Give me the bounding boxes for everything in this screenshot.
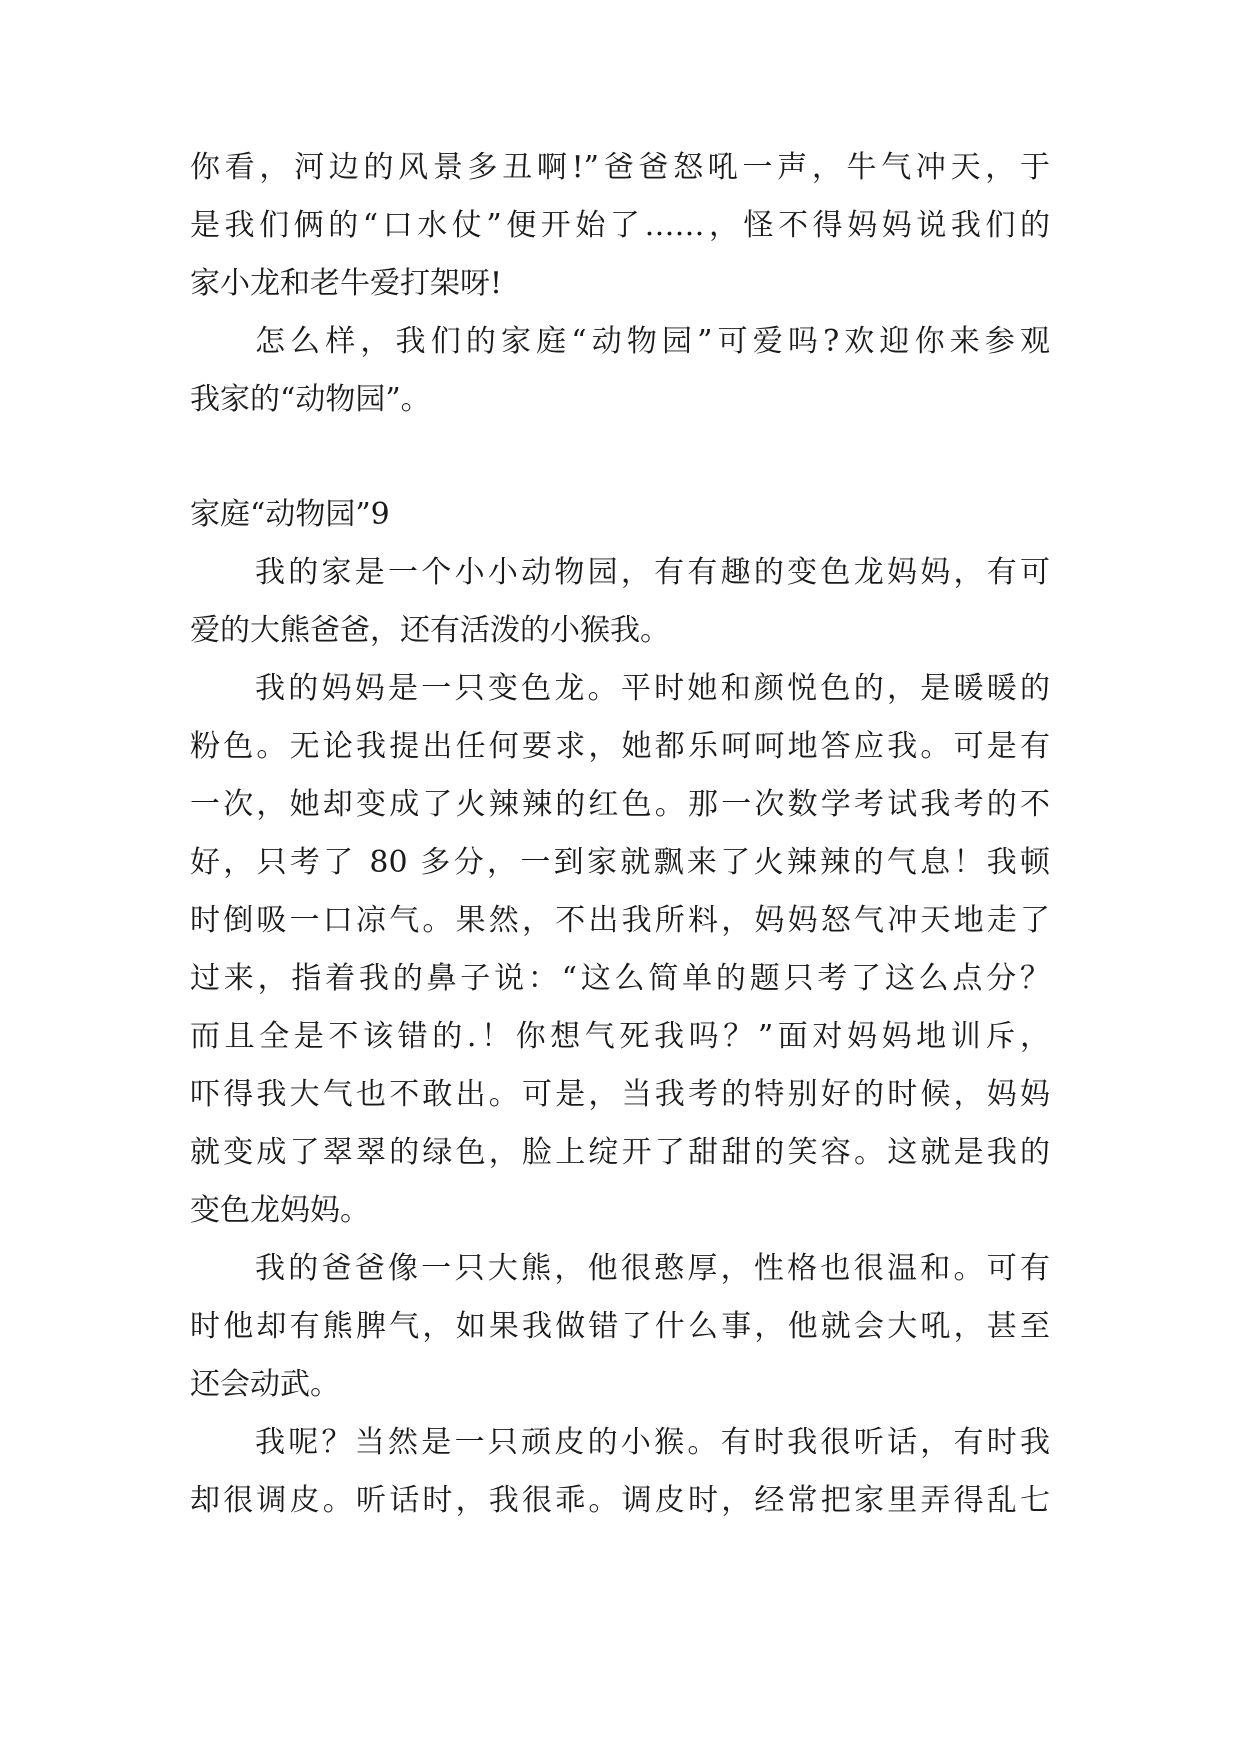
paragraph-line: 粉色。无论我提出任何要求，她都乐呵呵地答应我。可是有 bbox=[190, 729, 1050, 764]
paragraph-line: 而且全是不该错的.！你想气死我吗？”面对妈妈地训斥， bbox=[190, 1019, 1050, 1054]
paragraph-line: 好，只考了 80 多分，一到家就飘来了火辣辣的气息！我顿 bbox=[190, 845, 1050, 880]
paragraph-line: 却很调皮。听话时，我很乖。调皮时，经常把家里弄得乱七 bbox=[190, 1483, 1050, 1518]
paragraph-line: 是我们俩的“口水仗”便开始了……，怪不得妈妈说我们的 bbox=[190, 208, 1050, 243]
paragraph-line: 我家的“动物园”。 bbox=[190, 382, 431, 417]
paragraph-line: 变色龙妈妈。 bbox=[190, 1193, 370, 1228]
paragraph-line: 我呢？当然是一只顽皮的小猴。有时我很听话，有时我 bbox=[255, 1425, 1050, 1460]
paragraph-line: 爱的大熊爸爸，还有活泼的小猴我。 bbox=[190, 613, 670, 648]
paragraph-line: 一次，她却变成了火辣辣的红色。那一次数学考试我考的不 bbox=[190, 787, 1050, 822]
paragraph-line: 时倒吸一口凉气。果然，不出我所料，妈妈怒气冲天地走了 bbox=[190, 903, 1050, 938]
paragraph-line: 怎么样，我们的家庭“动物园”可爱吗?欢迎你来参观 bbox=[255, 324, 1050, 359]
paragraph-line: 你看，河边的风景多丑啊!”爸爸怒吼一声，牛气冲天，于 bbox=[190, 150, 1050, 185]
paragraph-line: 过来，指着我的鼻子说：“这么简单的题只考了这么点分？ bbox=[190, 961, 1050, 996]
paragraph-line: 时他却有熊脾气，如果我做错了什么事，他就会大吼，甚至 bbox=[190, 1309, 1050, 1344]
section-heading: 家庭“动物园”9 bbox=[190, 497, 390, 532]
paragraph-line: 我的妈妈是一只变色龙。平时她和颜悦色的，是暖暖的 bbox=[255, 671, 1050, 706]
paragraph-line: 家小龙和老牛爱打架呀! bbox=[190, 266, 503, 301]
paragraph-line: 我的爸爸像一只大熊，他很憨厚，性格也很温和。可有 bbox=[255, 1251, 1050, 1286]
paragraph-line: 吓得我大气也不敢出。可是，当我考的特别好的时候，妈妈 bbox=[190, 1077, 1050, 1112]
paragraph-line: 我的家是一个小小动物园，有有趣的变色龙妈妈，有可 bbox=[255, 555, 1050, 590]
paragraph-line: 就变成了翠翠的绿色，脸上绽开了甜甜的笑容。这就是我的 bbox=[190, 1135, 1050, 1170]
paragraph-line: 还会动武。 bbox=[190, 1367, 340, 1402]
